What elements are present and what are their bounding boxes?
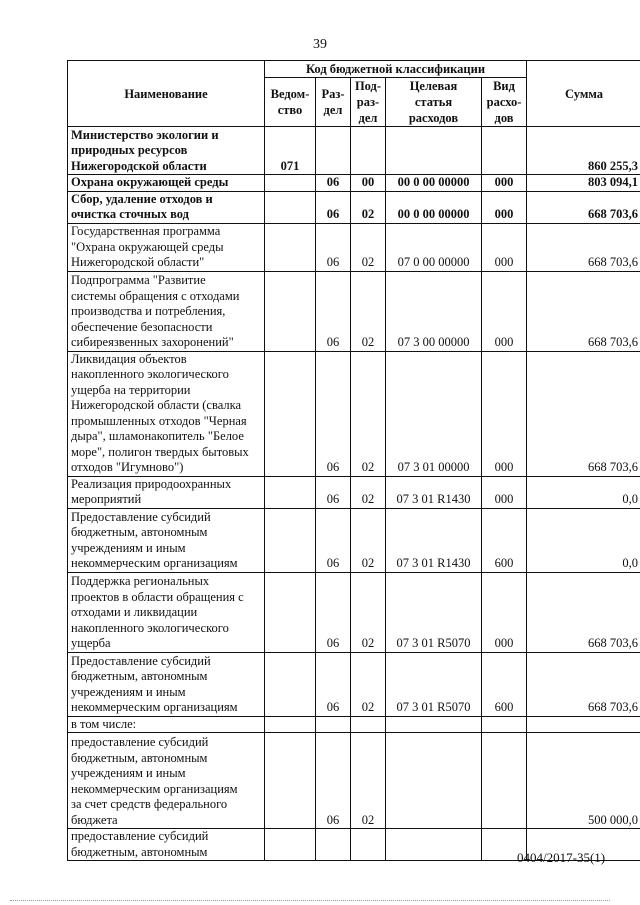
cell-name: Сбор, удаление отходов и очистка сточных вод — [68, 191, 265, 223]
table-row — [68, 508, 640, 572]
cell-razdel: 06 — [316, 652, 351, 716]
table-row — [68, 223, 640, 271]
cell-vid: 000 — [482, 476, 527, 508]
cell-name: Государственная программа "Охрана окружающей среды Нижегородской области" — [68, 223, 265, 271]
cell-podrazdel: 02 — [351, 191, 386, 223]
cell-ved — [265, 271, 316, 351]
cell-ved — [265, 476, 316, 508]
cell-vid: 000 — [482, 191, 527, 223]
cell-vid: 600 — [482, 652, 527, 716]
cell-ved — [265, 175, 316, 192]
cell-name: Ликвидация объектов накопленного экологического ущерба на территории Нижегородской области (свалка промышленных отходов "Черная дыра", шламонакопитель "Белое море", полигон твердых бытовых отходов "Игумново") — [68, 351, 265, 476]
cell-razdel: 06 — [316, 351, 351, 476]
cell-target — [386, 127, 482, 175]
header-podrazdel: Под- раз- дел — [351, 78, 386, 127]
cell-ved — [265, 733, 316, 829]
cell-ved — [265, 191, 316, 223]
table-row — [68, 716, 640, 733]
header-sum: Сумма — [527, 61, 640, 127]
cell-razdel: 06 — [316, 175, 351, 192]
table-row — [68, 476, 640, 508]
header-name: Наименование — [68, 61, 265, 127]
cell-name: Поддержка региональных проектов в области обращения с отходами и ликвидации накопленного экологического ущерба — [68, 572, 265, 652]
cell-target: 07 3 01 R1430 — [386, 508, 482, 572]
cell-razdel: 06 — [316, 476, 351, 508]
cell-podrazdel: 02 — [351, 223, 386, 271]
table-row — [68, 127, 640, 175]
header-target: Целевая статья расходов — [386, 78, 482, 127]
cell-ved — [265, 351, 316, 476]
cell-name: предоставление субсидий бюджетным, автономным — [68, 829, 265, 861]
cell-sum: 803 094,1 — [527, 175, 640, 192]
table-body — [68, 127, 640, 861]
table-row — [68, 191, 640, 223]
header-kbk: Код бюджетной классификации — [265, 61, 527, 78]
cell-razdel: 06 — [316, 271, 351, 351]
table-row — [68, 572, 640, 652]
cell-sum: 668 703,6 — [527, 572, 640, 652]
cell-ved — [265, 508, 316, 572]
cell-target: 00 0 00 00000 — [386, 175, 482, 192]
cell-sum: 500 000,0 — [527, 733, 640, 829]
cell-podrazdel: 02 — [351, 271, 386, 351]
table-row — [68, 351, 640, 476]
cell-razdel: 06 — [316, 508, 351, 572]
header-ved: Ведом- ство — [265, 78, 316, 127]
cell-sum: 668 703,6 — [527, 223, 640, 271]
cell-podrazdel — [351, 829, 386, 861]
table-row — [68, 271, 640, 351]
cell-vid — [482, 733, 527, 829]
cell-razdel: 06 — [316, 191, 351, 223]
cell-sum: 0,0 — [527, 476, 640, 508]
cell-ved — [265, 829, 316, 861]
cell-podrazdel: 02 — [351, 508, 386, 572]
cell-name: Предоставление субсидий бюджетным, автономным учреждениям и иным некоммерческим организациям — [68, 508, 265, 572]
header-razdel: Раз- дел — [316, 78, 351, 127]
cell-target: 07 3 00 00000 — [386, 271, 482, 351]
header-vid: Вид расхо- дов — [482, 78, 527, 127]
cell-vid: 600 — [482, 508, 527, 572]
cell-name: в том числе: — [68, 716, 265, 733]
cell-vid: 000 — [482, 271, 527, 351]
table-row — [68, 175, 640, 192]
cell-podrazdel — [351, 127, 386, 175]
cell-name: Подпрограмма "Развитие системы обращения с отходами производства и потребления, обеспечение безопасности сибиреязвенных захоронений" — [68, 271, 265, 351]
cell-podrazdel: 02 — [351, 476, 386, 508]
cell-podrazdel: 02 — [351, 733, 386, 829]
cell-target — [386, 716, 482, 733]
cell-vid: 000 — [482, 351, 527, 476]
cell-target — [386, 829, 482, 861]
cell-ved — [265, 572, 316, 652]
cell-target: 07 3 01 R1430 — [386, 476, 482, 508]
cell-target — [386, 733, 482, 829]
cell-vid — [482, 716, 527, 733]
cell-podrazdel: 02 — [351, 572, 386, 652]
cell-sum — [527, 716, 640, 733]
table-row — [68, 733, 640, 829]
budget-table — [67, 60, 640, 861]
cell-sum: 668 703,6 — [527, 351, 640, 476]
cell-sum: 860 255,3 — [527, 127, 640, 175]
cell-ved — [265, 652, 316, 716]
cell-vid: 000 — [482, 175, 527, 192]
cell-ved — [265, 716, 316, 733]
cell-podrazdel: 02 — [351, 652, 386, 716]
page-number: 39 — [313, 37, 327, 52]
cell-target: 07 3 01 R5070 — [386, 572, 482, 652]
cell-sum: 668 703,6 — [527, 271, 640, 351]
scan-divider — [10, 900, 610, 901]
cell-razdel: 06 — [316, 572, 351, 652]
cell-sum: 668 703,6 — [527, 191, 640, 223]
cell-sum: 668 703,6 — [527, 652, 640, 716]
cell-target: 07 3 01 R5070 — [386, 652, 482, 716]
cell-podrazdel — [351, 716, 386, 733]
cell-vid — [482, 127, 527, 175]
cell-ved: 071 — [265, 127, 316, 175]
cell-ved — [265, 223, 316, 271]
cell-razdel — [316, 127, 351, 175]
cell-razdel: 06 — [316, 733, 351, 829]
cell-podrazdel: 00 — [351, 175, 386, 192]
document-code: 0404/2017-35(1) — [517, 850, 606, 865]
cell-target: 07 0 00 00000 — [386, 223, 482, 271]
cell-razdel: 06 — [316, 223, 351, 271]
cell-target: 00 0 00 00000 — [386, 191, 482, 223]
cell-name: Реализация природоохранных мероприятий — [68, 476, 265, 508]
cell-name: Министерство экологии и природных ресурсов Нижегородской области — [68, 127, 265, 175]
cell-name: предоставление субсидий бюджетным, автономным учреждениям и иным некоммерческим организациям за счет средств федерального бюджета — [68, 733, 265, 829]
cell-vid: 000 — [482, 223, 527, 271]
cell-name: Предоставление субсидий бюджетным, автономным учреждениям и иным некоммерческим организациям — [68, 652, 265, 716]
cell-name: Охрана окружающей среды — [68, 175, 265, 192]
cell-target: 07 3 01 00000 — [386, 351, 482, 476]
table-row — [68, 652, 640, 716]
cell-razdel — [316, 829, 351, 861]
cell-razdel — [316, 716, 351, 733]
cell-sum: 0,0 — [527, 508, 640, 572]
cell-vid: 000 — [482, 572, 527, 652]
cell-podrazdel: 02 — [351, 351, 386, 476]
